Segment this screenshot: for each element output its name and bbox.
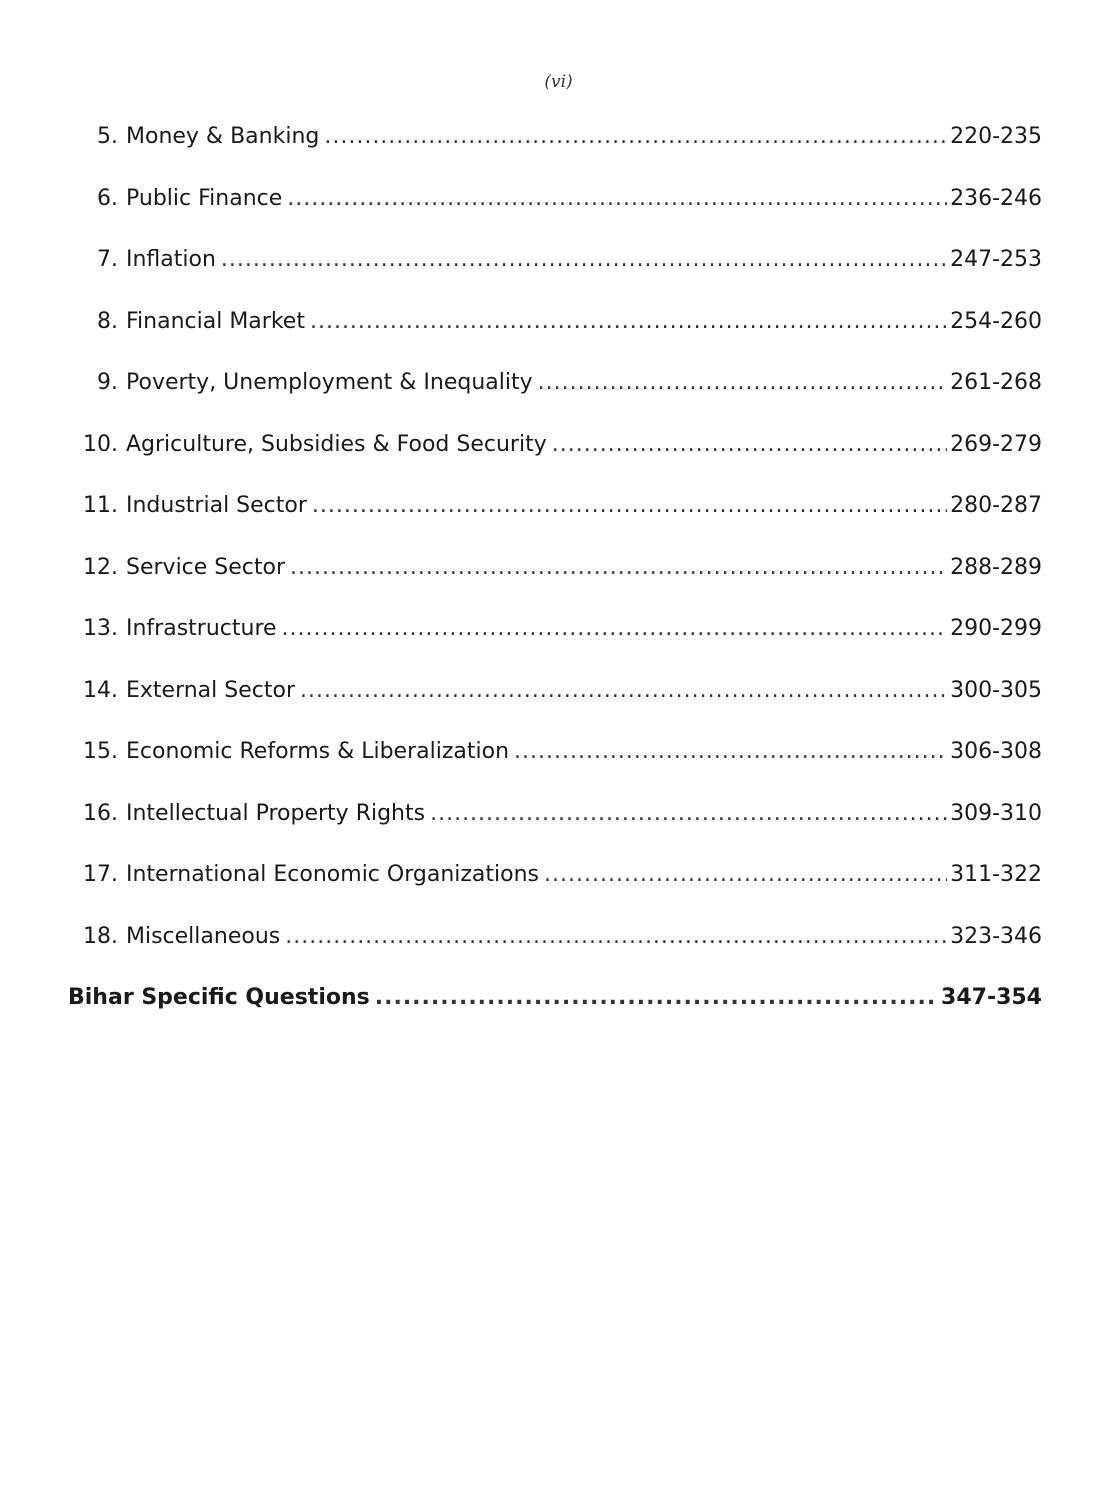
toc-entry-pages: 290-299: [950, 616, 1042, 641]
toc-entry-pages: 309-310: [950, 800, 1042, 826]
dot-leader: [290, 555, 947, 580]
toc-entry-title: Miscellaneous: [126, 923, 281, 949]
toc-entry-inflation: [72, 247, 1042, 309]
toc-entry-external-sector: [72, 678, 1042, 740]
toc-entry-number: 12.: [83, 554, 118, 580]
toc-entry-number: 8.: [97, 308, 118, 334]
toc-entry-ipr: [72, 801, 1042, 863]
toc-entry-service-sector: [72, 555, 1042, 617]
toc-entry-number: 17.: [83, 862, 118, 887]
toc-entry-title: Public Finance: [126, 185, 283, 211]
toc-entry-international-orgs: [72, 862, 1042, 924]
dot-leader: [544, 862, 947, 887]
toc-entry-poverty: [72, 370, 1042, 432]
toc-entry-title: Money & Banking: [126, 124, 320, 149]
dot-leader: [538, 370, 947, 395]
dot-leader: [285, 924, 947, 949]
toc-entry-infrastructure: [72, 616, 1042, 678]
dot-leader: [221, 247, 947, 272]
toc-entry-number: 15.: [83, 739, 118, 764]
toc-entry-pages: 300-305: [950, 677, 1042, 703]
toc-entry-number: 16.: [83, 800, 118, 826]
toc-entry-number: 9.: [97, 370, 118, 395]
toc-entry-financial-market: [72, 309, 1042, 371]
toc-entry-industrial-sector: [72, 493, 1042, 555]
toc-entry-title: Agriculture, Subsidies & Food Security: [126, 431, 547, 457]
dot-leader: [310, 309, 947, 334]
toc-entry-pages: 247-253: [950, 247, 1042, 272]
toc-entry-pages: 306-308: [950, 739, 1042, 764]
toc-entry-number: 11.: [83, 493, 118, 518]
toc-entry-title: Financial Market: [126, 308, 305, 334]
toc-entry-pages: 220-235: [950, 124, 1042, 149]
toc-entry-number: 6.: [97, 185, 118, 211]
toc-entry-title: Industrial Sector: [126, 493, 307, 518]
toc-entry-title: Infrastructure: [126, 616, 277, 641]
toc-entry-title: International Economic Organizations: [126, 862, 540, 887]
toc-entry-title: Bihar Specific Questions: [68, 985, 370, 1010]
toc-entry-bihar-specific: [68, 985, 1042, 1047]
toc-entry-miscellaneous: [72, 924, 1042, 986]
page-number: (vi): [544, 72, 573, 92]
table-of-contents: [68, 124, 1042, 1047]
dot-leader: [514, 739, 947, 764]
toc-entry-number: 7.: [97, 247, 118, 272]
dot-leader: [375, 985, 938, 1010]
toc-entry-pages: 311-322: [950, 862, 1042, 887]
dot-leader: [430, 801, 947, 826]
toc-entry-title: External Sector: [126, 677, 295, 703]
toc-entry-title: Inflation: [126, 247, 216, 272]
toc-entry-pages: 280-287: [950, 493, 1042, 518]
dot-leader: [300, 678, 947, 703]
toc-entry-pages: 288-289: [950, 554, 1042, 580]
toc-entry-title: Economic Reforms & Liberalization: [126, 739, 510, 764]
toc-entry-agriculture: [72, 432, 1042, 494]
dot-leader: [312, 493, 947, 518]
toc-entry-title: Service Sector: [126, 554, 286, 580]
toc-entry-number: 10.: [83, 431, 118, 457]
toc-entry-money-banking: [72, 124, 1042, 186]
dot-leader: [282, 616, 948, 641]
dot-leader: [552, 432, 947, 457]
toc-entry-pages: 261-268: [950, 370, 1042, 395]
toc-entry-title: Intellectual Property Rights: [126, 800, 426, 826]
dot-leader: [287, 186, 947, 211]
toc-entry-number: 13.: [83, 616, 118, 641]
toc-entry-pages: 254-260: [950, 308, 1042, 334]
dot-leader: [324, 124, 947, 149]
toc-entry-number: 14.: [83, 677, 118, 703]
toc-entry-pages: 269-279: [950, 431, 1042, 457]
toc-entry-pages: 347-354: [941, 985, 1042, 1010]
toc-entry-public-finance: [72, 186, 1042, 248]
toc-entry-pages: 236-246: [950, 185, 1042, 211]
toc-entry-number: 5.: [97, 124, 118, 149]
toc-entry-number: 18.: [83, 923, 118, 949]
toc-entry-economic-reforms: [72, 739, 1042, 801]
toc-entry-title: Poverty, Unemployment & Inequality: [126, 370, 533, 395]
toc-entry-pages: 323-346: [950, 923, 1042, 949]
